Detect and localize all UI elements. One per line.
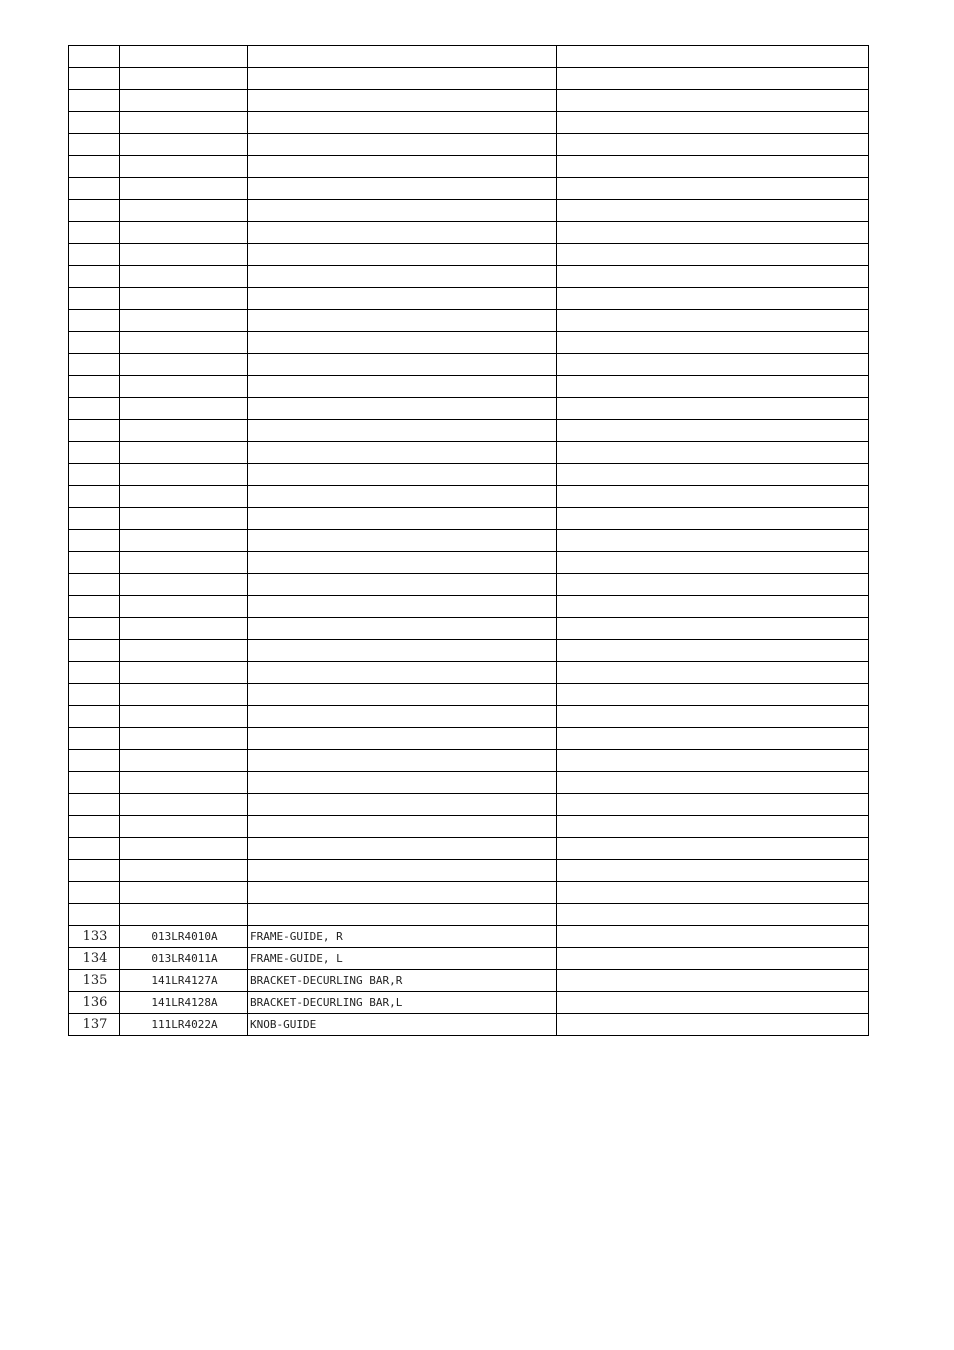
cell-part-no — [120, 794, 248, 816]
cell-item-no — [69, 354, 120, 376]
cell-description — [248, 332, 557, 354]
cell-description — [248, 200, 557, 222]
table-row — [69, 288, 869, 310]
cell-description — [248, 508, 557, 530]
cell-item-no: 134 — [69, 948, 120, 970]
cell-description — [248, 288, 557, 310]
cell-remarks — [557, 244, 869, 266]
cell-remarks — [557, 640, 869, 662]
cell-remarks — [557, 816, 869, 838]
cell-description — [248, 794, 557, 816]
parts-list-table — [68, 45, 869, 1036]
cell-part-no: 013LR4010A — [120, 926, 248, 948]
cell-part-no — [120, 222, 248, 244]
cell-remarks — [557, 508, 869, 530]
cell-description — [248, 134, 557, 156]
cell-part-no — [120, 244, 248, 266]
cell-item-no — [69, 134, 120, 156]
table-row — [69, 486, 869, 508]
cell-item-no — [69, 442, 120, 464]
cell-part-no — [120, 398, 248, 420]
cell-part-no — [120, 486, 248, 508]
cell-part-no — [120, 288, 248, 310]
cell-item-no — [69, 552, 120, 574]
cell-item-no — [69, 288, 120, 310]
cell-description — [248, 68, 557, 90]
cell-part-no — [120, 134, 248, 156]
table-row — [69, 970, 869, 992]
cell-item-no — [69, 728, 120, 750]
cell-remarks — [557, 530, 869, 552]
table-row — [69, 376, 869, 398]
cell-part-no — [120, 816, 248, 838]
table-row — [69, 596, 869, 618]
cell-item-no — [69, 508, 120, 530]
cell-part-no — [120, 552, 248, 574]
cell-description — [248, 376, 557, 398]
cell-part-no — [120, 420, 248, 442]
table-row — [69, 794, 869, 816]
cell-item-no — [69, 750, 120, 772]
cell-remarks — [557, 376, 869, 398]
table-row — [69, 266, 869, 288]
cell-description — [248, 244, 557, 266]
cell-item-no — [69, 376, 120, 398]
table-row — [69, 68, 869, 90]
cell-description — [248, 156, 557, 178]
cell-item-no — [69, 46, 120, 68]
cell-remarks — [557, 728, 869, 750]
parts-list-sheet — [68, 45, 869, 1036]
cell-part-no — [120, 354, 248, 376]
cell-part-no — [120, 112, 248, 134]
table-row — [69, 640, 869, 662]
table-row — [69, 156, 869, 178]
cell-description — [248, 838, 557, 860]
cell-remarks — [557, 706, 869, 728]
cell-item-no — [69, 68, 120, 90]
table-row — [69, 134, 869, 156]
cell-description — [248, 662, 557, 684]
cell-remarks — [557, 464, 869, 486]
table-row — [69, 706, 869, 728]
cell-part-no — [120, 266, 248, 288]
cell-remarks — [557, 992, 869, 1014]
cell-remarks — [557, 750, 869, 772]
cell-item-no — [69, 486, 120, 508]
cell-remarks — [557, 926, 869, 948]
table-row — [69, 354, 869, 376]
table-row — [69, 90, 869, 112]
cell-description — [248, 816, 557, 838]
table-row — [69, 508, 869, 530]
cell-item-no — [69, 398, 120, 420]
cell-part-no — [120, 750, 248, 772]
cell-part-no — [120, 904, 248, 926]
cell-part-no — [120, 156, 248, 178]
cell-part-no — [120, 728, 248, 750]
cell-part-no — [120, 46, 248, 68]
cell-item-no — [69, 772, 120, 794]
table-row — [69, 244, 869, 266]
cell-remarks — [557, 684, 869, 706]
cell-item-no — [69, 420, 120, 442]
table-row — [69, 750, 869, 772]
cell-remarks — [557, 618, 869, 640]
cell-description: FRAME-GUIDE, L — [248, 948, 557, 970]
cell-remarks — [557, 178, 869, 200]
table-row — [69, 464, 869, 486]
cell-part-no — [120, 442, 248, 464]
table-row — [69, 992, 869, 1014]
cell-remarks — [557, 156, 869, 178]
cell-description — [248, 486, 557, 508]
cell-part-no — [120, 90, 248, 112]
cell-remarks — [557, 398, 869, 420]
cell-item-no: 136 — [69, 992, 120, 1014]
cell-remarks — [557, 882, 869, 904]
cell-item-no — [69, 618, 120, 640]
cell-description — [248, 772, 557, 794]
table-row — [69, 46, 869, 68]
cell-item-no — [69, 684, 120, 706]
cell-part-no — [120, 706, 248, 728]
cell-description — [248, 750, 557, 772]
cell-item-no — [69, 574, 120, 596]
cell-remarks — [557, 904, 869, 926]
cell-description: FRAME-GUIDE, R — [248, 926, 557, 948]
cell-part-no — [120, 574, 248, 596]
cell-description — [248, 90, 557, 112]
cell-part-no — [120, 464, 248, 486]
table-row — [69, 420, 869, 442]
cell-item-no — [69, 200, 120, 222]
table-row — [69, 1014, 869, 1036]
cell-remarks — [557, 222, 869, 244]
cell-item-no — [69, 156, 120, 178]
table-row — [69, 860, 869, 882]
cell-description — [248, 552, 557, 574]
cell-part-no — [120, 838, 248, 860]
cell-description — [248, 354, 557, 376]
cell-item-no — [69, 332, 120, 354]
cell-part-no — [120, 772, 248, 794]
table-row — [69, 662, 869, 684]
cell-part-no — [120, 662, 248, 684]
table-row — [69, 552, 869, 574]
cell-remarks — [557, 596, 869, 618]
cell-description — [248, 860, 557, 882]
cell-remarks — [557, 948, 869, 970]
cell-item-no — [69, 706, 120, 728]
cell-part-no — [120, 200, 248, 222]
cell-description — [248, 904, 557, 926]
cell-remarks — [557, 552, 869, 574]
cell-part-no — [120, 640, 248, 662]
table-row — [69, 398, 869, 420]
table-row — [69, 882, 869, 904]
table-row — [69, 618, 869, 640]
cell-description — [248, 420, 557, 442]
cell-item-no: 137 — [69, 1014, 120, 1036]
cell-part-no: 111LR4022A — [120, 1014, 248, 1036]
cell-item-no — [69, 222, 120, 244]
cell-item-no — [69, 596, 120, 618]
cell-description — [248, 222, 557, 244]
cell-part-no — [120, 684, 248, 706]
table-row — [69, 816, 869, 838]
cell-item-no: 133 — [69, 926, 120, 948]
cell-part-no — [120, 332, 248, 354]
table-row — [69, 728, 869, 750]
cell-item-no — [69, 904, 120, 926]
table-row — [69, 838, 869, 860]
cell-item-no — [69, 112, 120, 134]
cell-remarks — [557, 838, 869, 860]
cell-remarks — [557, 354, 869, 376]
cell-item-no — [69, 838, 120, 860]
cell-part-no: 141LR4127A — [120, 970, 248, 992]
cell-item-no — [69, 640, 120, 662]
cell-remarks — [557, 420, 869, 442]
cell-description — [248, 706, 557, 728]
cell-description — [248, 178, 557, 200]
cell-description — [248, 728, 557, 750]
table-row — [69, 772, 869, 794]
cell-description — [248, 618, 557, 640]
cell-description — [248, 530, 557, 552]
cell-item-no — [69, 882, 120, 904]
cell-item-no — [69, 816, 120, 838]
cell-part-no — [120, 530, 248, 552]
cell-part-no — [120, 310, 248, 332]
parts-list-body — [69, 46, 869, 1036]
cell-part-no — [120, 508, 248, 530]
table-row — [69, 926, 869, 948]
cell-item-no — [69, 662, 120, 684]
cell-remarks — [557, 112, 869, 134]
cell-description — [248, 112, 557, 134]
table-row — [69, 574, 869, 596]
cell-remarks — [557, 200, 869, 222]
table-row — [69, 442, 869, 464]
cell-item-no — [69, 266, 120, 288]
cell-description — [248, 574, 557, 596]
cell-item-no — [69, 860, 120, 882]
cell-item-no — [69, 178, 120, 200]
cell-remarks — [557, 662, 869, 684]
cell-item-no — [69, 90, 120, 112]
cell-part-no — [120, 376, 248, 398]
cell-description — [248, 882, 557, 904]
cell-item-no — [69, 530, 120, 552]
cell-item-no: 135 — [69, 970, 120, 992]
cell-remarks — [557, 574, 869, 596]
cell-description: BRACKET-DECURLING BAR,R — [248, 970, 557, 992]
cell-remarks — [557, 46, 869, 68]
cell-remarks — [557, 310, 869, 332]
cell-part-no — [120, 618, 248, 640]
cell-part-no: 141LR4128A — [120, 992, 248, 1014]
table-row — [69, 112, 869, 134]
cell-remarks — [557, 1014, 869, 1036]
table-row — [69, 222, 869, 244]
cell-description — [248, 684, 557, 706]
table-row — [69, 200, 869, 222]
cell-part-no — [120, 68, 248, 90]
cell-description — [248, 442, 557, 464]
cell-item-no — [69, 244, 120, 266]
cell-part-no — [120, 178, 248, 200]
cell-description — [248, 46, 557, 68]
cell-description — [248, 464, 557, 486]
cell-remarks — [557, 860, 869, 882]
cell-description: BRACKET-DECURLING BAR,L — [248, 992, 557, 1014]
cell-remarks — [557, 266, 869, 288]
cell-description — [248, 398, 557, 420]
cell-remarks — [557, 794, 869, 816]
cell-remarks — [557, 970, 869, 992]
cell-description — [248, 310, 557, 332]
cell-item-no — [69, 464, 120, 486]
cell-remarks — [557, 68, 869, 90]
cell-remarks — [557, 134, 869, 156]
cell-part-no — [120, 882, 248, 904]
cell-remarks — [557, 288, 869, 310]
cell-item-no — [69, 310, 120, 332]
cell-part-no — [120, 596, 248, 618]
cell-description: KNOB-GUIDE — [248, 1014, 557, 1036]
table-row — [69, 332, 869, 354]
cell-remarks — [557, 90, 869, 112]
cell-description — [248, 266, 557, 288]
cell-description — [248, 640, 557, 662]
table-row — [69, 310, 869, 332]
table-row — [69, 178, 869, 200]
cell-remarks — [557, 772, 869, 794]
cell-remarks — [557, 486, 869, 508]
cell-part-no — [120, 860, 248, 882]
cell-remarks — [557, 442, 869, 464]
table-row — [69, 530, 869, 552]
cell-item-no — [69, 794, 120, 816]
cell-description — [248, 596, 557, 618]
cell-remarks — [557, 332, 869, 354]
cell-part-no: 013LR4011A — [120, 948, 248, 970]
table-row — [69, 948, 869, 970]
table-row — [69, 684, 869, 706]
table-row — [69, 904, 869, 926]
